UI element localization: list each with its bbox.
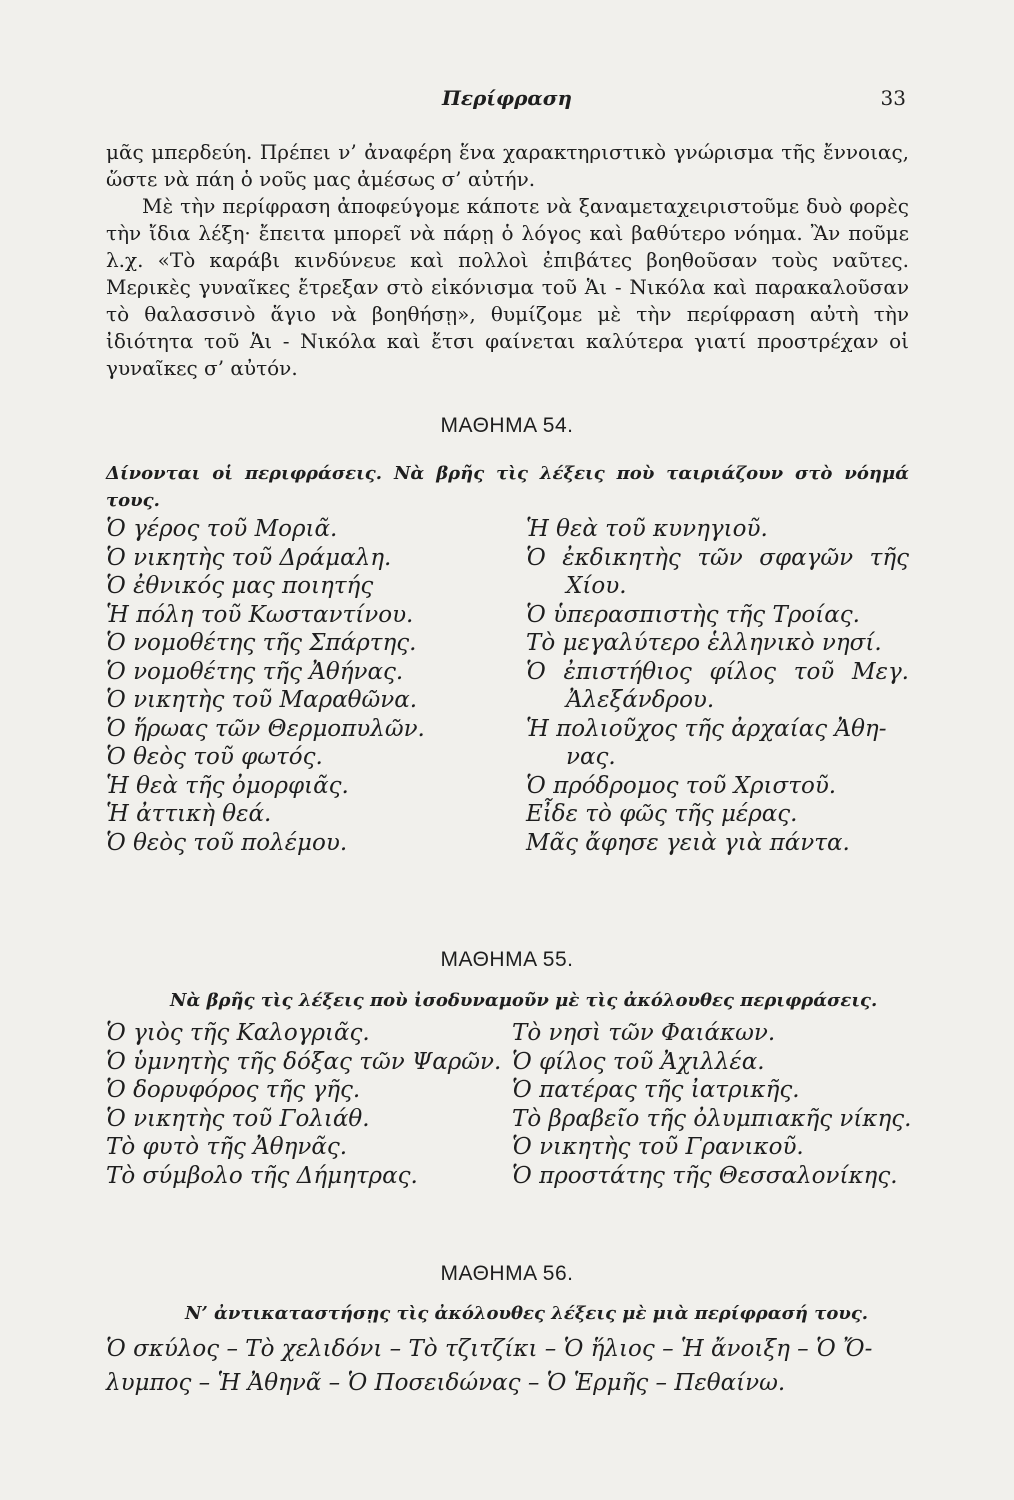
list-item: Ὁ θεὸς τοῦ πολέμου. [106,829,348,856]
lesson-54-left-list [106,515,425,857]
lesson-56-words-line-2: λυμπος – Ἡ Ἀθηνᾶ – Ὁ Ποσειδώνας – Ὁ Ἑρμῆς – Πεθαίνω. [106,1370,786,1396]
list-item: Τὸ σύμβολο τῆς Δήμητρας. [106,1162,418,1189]
list-item: Ὁ πρόδρομος τοῦ Χριστοῦ. [526,772,837,799]
intro-text-1: μᾶς μπερδεύη. Πρέπει ν’ ἀναφέρη ἕνα χαρακτηριστικὸ γνώρισμα τῆς ἔννοιας, ὥστε νὰ πάη ὁ νοῦς μας ἀμέσως σ’ αὐτήν. [106,140,909,191]
intro-paragraph-1 [106,139,909,193]
intro-paragraph-2 [106,193,909,382]
list-item: Τὸ φυτὸ τῆς Ἀθηνᾶς. [106,1134,348,1160]
running-title: Περίφραση [441,86,573,110]
list-item: Ὁ ἐπιστήθιος φίλος τοῦ Μεγ. [526,658,909,685]
list-item-continuation: νας. [566,744,616,770]
lesson-56-instruction: Ν’ ἀντικαταστήσῃς τὶς ἀκόλουθες λέξεις μὲ μιὰ περίφρασή τους. [185,1303,869,1324]
intro-text-2: Μὲ τὴν περίφραση ἀποφεύγομε κάποτε νὰ ξαναμεταχειριστοῦμε δυὸ φορὲς τὴν ἴδια λέξη· ἔπειτα μπορεῖ νὰ πάρῃ ὁ λόγος καὶ βαθύτερο νόημα. Ἂν ποῦμε λ.χ. «Τὸ καράβι κινδύνευε καὶ πολλοὶ ἐπιβάτες βοηθοῦσαν τοὺς ναῦτες. Μερικὲς γυναῖκες ἔτρεξαν στὸ εἰκόνισμα τοῦ Ἁι - Νικόλα καὶ παρακαλοῦσαν τὸ θαλασσινὸ ἅγιο νὰ βοηθήσῃ», θυμίζομε μὲ τὴν περίφραση αὐτὴ τὴν ἰδιότητα τοῦ Ἁι - Νικόλα καὶ ἔτσι φαίνεται καλύτερα γιατί προστρέχαν οἱ γυναῖκες σ’ αὐτόν. [106,194,909,380]
list-item: Ὁ δορυφόρος τῆς γῆς. [106,1077,361,1103]
list-item: Ὁ γιὸς τῆς Καλογριᾶς. [106,1020,370,1046]
list-item: Τὸ νησὶ τῶν Φαιάκων. [512,1020,776,1046]
list-item: Ὁ θεὸς τοῦ φωτός. [106,744,323,770]
lesson-55-right-list [512,1019,912,1190]
lesson-55-instruction: Νὰ βρῆς τὶς λέξεις ποὺ ἰσοδυναμοῦν μὲ τὶς ἀκόλουθες περιφράσεις. [170,990,878,1011]
list-item: Μᾶς ἄφησε γειὰ γιὰ πάντα. [526,829,850,856]
list-item: Ἡ πολιοῦχος τῆς ἀρχαίας Ἀθη- [526,715,887,742]
lesson-54-instruction: Δίνονται οἱ περιφράσεις. Νὰ βρῆς τὶς λέξεις ποὺ ταιριάζουν στὸ νόημά τους. [106,463,909,511]
list-item: Ὁ νικητὴς τοῦ Δράμαλη. [106,544,392,571]
list-item: Ὁ ὑπερασπιστὴς τῆς Τροίας. [526,601,860,628]
lesson-55-heading: ΜΑΘΗΜΑ 55. [440,948,574,971]
lesson-56-heading: ΜΑΘΗΜΑ 56. [440,1262,574,1285]
list-item: Ὁ πατέρας τῆς ἰατρικῆς. [512,1077,800,1103]
list-item: Ἡ πόλη τοῦ Κωσταντίνου. [106,601,414,628]
list-item-continuation: Χίου. [566,573,627,599]
list-item: Ὁ γέρος τοῦ Μοριᾶ. [106,516,338,542]
list-item: Ὁ νικητὴς τοῦ Γρανικοῦ. [512,1134,804,1160]
list-item: Ὁ νικητὴς τοῦ Μαραθῶνα. [106,687,418,713]
list-item: Ὁ νομοθέτης τῆς Σπάρτης. [106,630,417,656]
list-item: Ὁ ἥρωας τῶν Θερμοπυλῶν. [106,715,425,742]
page-header [0,86,1014,116]
list-item: Ὁ ἐκδικητὴς τῶν σφαγῶν τῆς [526,544,909,571]
lesson-54-right-list [526,515,909,857]
list-item: Ὁ νικητὴς τοῦ Γολιάθ. [106,1105,370,1132]
list-item: Ὁ νομοθέτης τῆς Ἀθήνας. [106,658,404,685]
page-number: 33 [880,86,906,110]
list-item: Εἶδε τὸ φῶς τῆς μέρας. [526,801,798,827]
list-item: Ὁ ἐθνικός μας ποιητής [106,573,374,599]
lesson-54-heading: ΜΑΘΗΜΑ 54. [440,414,574,437]
list-item: Ὁ φίλος τοῦ Ἀχιλλέα. [512,1048,765,1075]
list-item: Ὁ προστάτης τῆς Θεσσαλονίκης. [512,1162,898,1189]
list-item: Ἡ ἀττικὴ θεά. [106,801,272,827]
list-item: Τὸ μεγαλύτερο ἑλληνικὸ νησί. [526,630,882,656]
list-item-continuation: Ἀλεξάνδρου. [566,687,715,713]
list-item: Ἡ θεὰ τοῦ κυνηγιοῦ. [526,516,768,542]
lesson-56-words-line-1: Ὁ σκύλος – Τὸ χελιδόνι – Τὸ τζιτζίκι – Ὁ ἥλιος – Ἡ ἄνοιξη – Ὁ Ὄ- [106,1336,873,1362]
list-item: Ἡ θεὰ τῆς ὀμορφιᾶς. [106,772,349,799]
lesson-55-left-list [106,1019,501,1190]
list-item: Ὁ ὑμνητὴς τῆς δόξας τῶν Ψαρῶν. [106,1048,502,1075]
list-item: Τὸ βραβεῖο τῆς ὀλυμπιακῆς νίκης. [512,1105,912,1132]
